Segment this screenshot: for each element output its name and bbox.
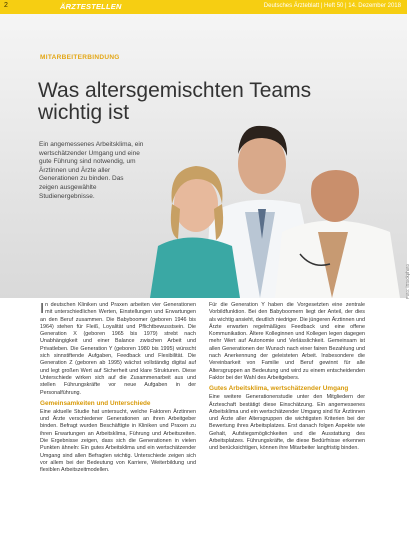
drop-cap: I xyxy=(40,300,45,317)
subhead-work-climate: Gutes Arbeitsklima, wertschätzender Umgang xyxy=(209,385,349,393)
subhead-generations: Gemeinsamkeiten und Unterschiede xyxy=(40,399,151,407)
page-number: 2 xyxy=(4,2,8,9)
title-line-1: Was altersgemischten Teams xyxy=(38,79,312,102)
column-left xyxy=(40,302,196,477)
paragraph-study: Eine aktuelle Studie hat untersucht, welche Faktoren Ärztinnen und Ärzte verschiedener Generationen an ihren Arbeitgeber binden. Befragt wurden Beschäftigte in Kliniken und Praxen zu ihren Erwartungen an Arbeitsklima, Führung und Arbeitszeiten. Die Ergebnisse zeigen, dass sich die Generationen in vielen Punkten ähneln: Ein gutes Arbeitsklima und ein wertschätzender Umgang sind allen Befragten wichtig. Unterschiede zeigen sich vor allem bei der Bedeutung von Karriere, Weiterbildung und flexiblen Arbeitszeitmodellen. xyxy=(40,408,196,474)
column-right xyxy=(209,302,365,455)
title-line-2: wichtig ist xyxy=(38,101,130,124)
brand-logo: ÄRZTESTELLEN xyxy=(60,2,122,11)
article-lead: Ein angemessenes Arbeitsklima, ein wertschätzender Umgang und eine gute Führung sind notwendig, um Ärztinnen und Ärzte aller Generationen zu binden. Das zeigen ausgewählte Studienergebnisse. xyxy=(39,141,144,200)
paragraph-generation-y: Für die Generation Y haben die Vorgesetzten eine zentrale Vorbildfunktion. Bei den Babyboomern liegt der Anteil, der dies als wichtig ansieht, deutlich niedriger. Die jüngeren Ärztinnen und Ärzte erwarten regelmäßiges Feedback und eine offene Kommunikation. Ältere Kolleginnen und Kollegen legen dagegen mehr Wert auf Autonomie und Verlässlichkeit. Gemeinsam ist allen Generationen der Wunsch nach einer fairen Bezahlung und nach Anerkennung der geleisteten Arbeit. Insbesondere die Vereinbarkeit von Familie und Beruf gewinnt für alle Altersgruppen an Bedeutung und wird zu einem entscheidenden Faktor bei der Wahl des Arbeitgebers. xyxy=(209,302,365,381)
article-body xyxy=(0,300,407,551)
header-bar xyxy=(0,0,407,14)
journal-info: Deutsches Ärzteblatt | Heft 50 | 14. Dezember 2018 xyxy=(263,3,401,9)
hero-section xyxy=(0,14,410,300)
article-title xyxy=(38,80,378,124)
article-kicker: MITARBEITERBINDUNG xyxy=(40,54,120,61)
intro-paragraph: In deutschen Kliniken und Praxen arbeiten vier Generationen mit unterschiedlichen Werten, Einstellungen und Erwartungen an den Beruf zusammen. Die Babyboomer (geboren 1946 bis 1964) stehen für Fleiß, Loyalität und Pflichtbewusstsein. Die Generation X (geboren 1965 bis 1979) strebt nach Unabhängigkeit und einer Balance zwischen Arbeit und Privatleben. Die Generation Y (geboren 1980 bis 1995) wünscht sich sinnstiftende Aufgaben, Feedback und Flexibilität. Die Generation Z (geboren ab 1995) wächst vollständig digital auf und legt großen Wert auf Sicherheit und klare Strukturen. Diese Unterschiede wirken sich auf die Zusammenarbeit aus und stellen Führungskräfte vor neue Aufgaben in der Personalführung. xyxy=(40,300,196,396)
paragraph-climate: Eine weitere Generationenstudie unter den Mitgliedern der Ärzteschaft bestätigt diese Einschätzung. Ein angemessenes Arbeitsklima und ein wertschätzender Umgang sind für Ärztinnen und Ärzte aller Altersgruppen die wichtigsten Kriterien bei der Bewertung ihres Arbeitsplatzes. Erst danach folgen Aspekte wie Gehalt, Aufstiegsmöglichkeiten und die Ausstattung des Arbeitsplatzes. Führungskräfte, die diese Bedürfnisse erkennen und berücksichtigen, können ihre Mitarbeiter langfristig binden. xyxy=(209,394,365,452)
photo-credit: Foto: iStockphoto xyxy=(405,264,410,300)
